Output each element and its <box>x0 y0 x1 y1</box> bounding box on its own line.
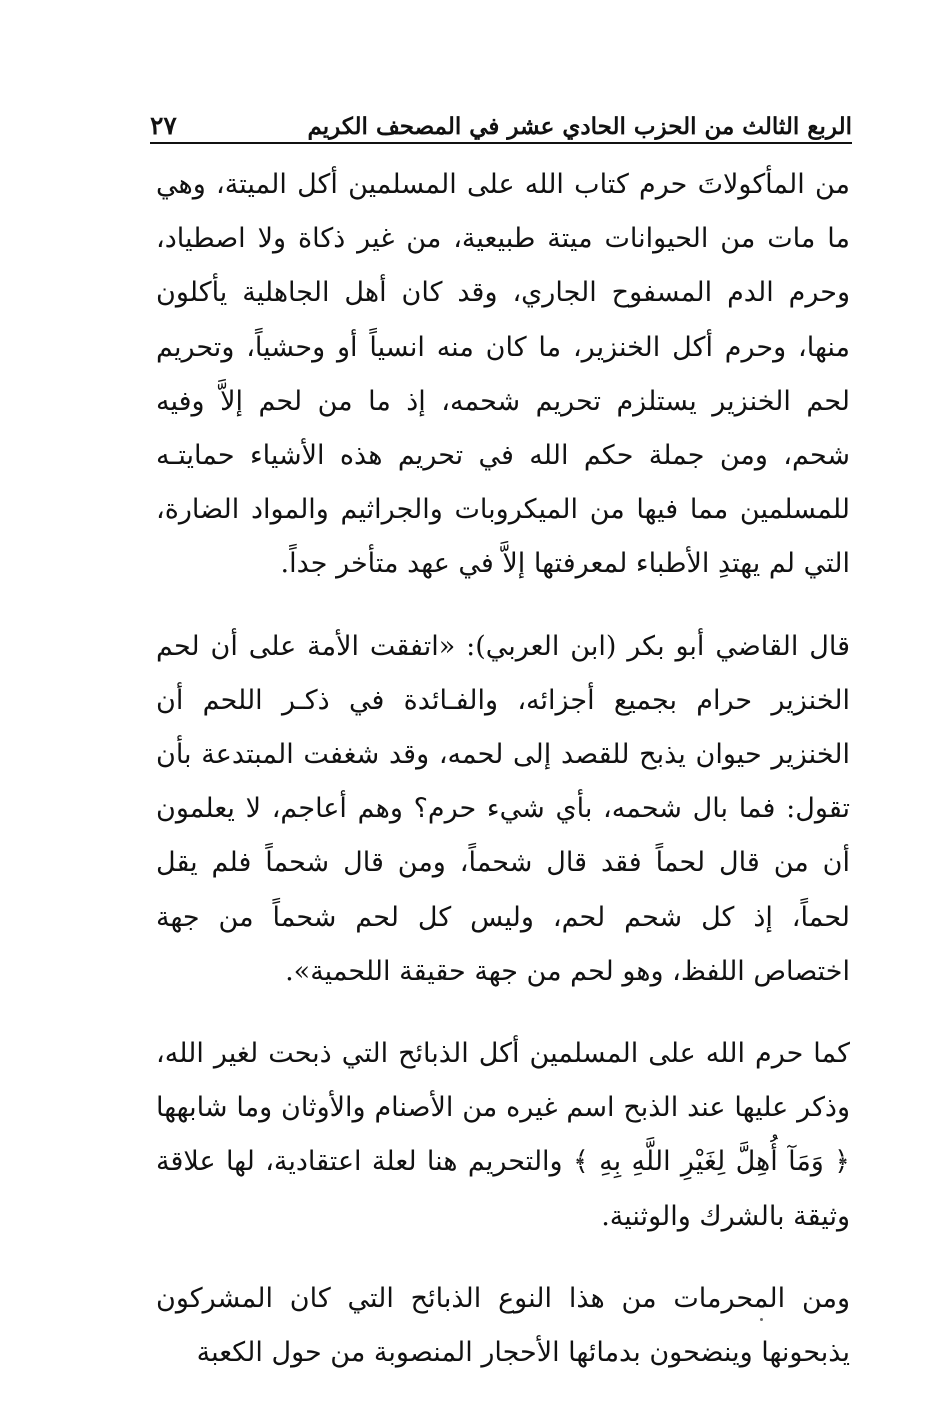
scan-speck <box>760 1318 763 1321</box>
body-text <box>156 158 850 1380</box>
header-rule <box>150 142 852 144</box>
header-title: الربع الثالث من الحزب الحادي عشر في المصحف الكريم <box>307 113 852 140</box>
running-header <box>150 96 852 140</box>
paragraph-4: ومن المحرمات من هذا النوع الذبائح التي كان المشركون يذبحونها وينضحون بدمائها الأحجار المنصوبة من حول الكعبة <box>156 1282 850 1369</box>
paragraph-1: من المأكولاتَ حرم كتاب الله على المسلمين أكل الميتة، وهي ما مات من الحيوانات ميتة طبيعية، من غير ذكاة ولا اصطياد، وحرم الدم المسفوح الجاري، وقد كان أهل الجاهلية يأكلون منها، وحرم أكل الخنزير، ما كان منه انسياً أو وحشياً، وتحريم لحم الخنزير يستلزم تحريم شحمه، إذ ما من لحم إلاَّ وفيه شحم، ومن جملة حكم الله في تحريم هذه الأشياء حمايتـه للمسلمين مما فيها من الميكروبات والجراثيم والمواد الضارة، التي لم يهتدِ الأطباء لمعرفتها إلاَّ في عهد متأخر جداً. <box>156 169 850 580</box>
page-number: ٢٧ <box>150 111 177 140</box>
paragraph-2: قال القاضي أبو بكر (ابن العربي): «اتفقت الأمة على أن لحم الخنزير حرام بجميع أجزائه، والفـائدة في ذكـر اللحم أن الخنزير حيوان يذبح للقصد إلى لحمه، وقد شغفت المبتدعة بأن تقول: فما بال شحمه، بأي شيء حرم؟ وهم أعاجم، لا يعلمون أن من قال لحماً فقد قال شحماً، ومن قال شحماً فلم يقل لحماً، إذ كل شحم لحم، وليس كل لحم شحماً من جهة اختصاص اللفظ، وهو لحم من جهة حقيقة اللحمية». <box>156 630 850 987</box>
paragraph-3: كما حرم الله على المسلمين أكل الذبائح التي ذبحت لغير الله، وذكر عليها عند الذبح اسم غيره من الأصنام والأوثان وما شابهها ﴿ وَمَآ أُهِلَّ لِغَيْرِ اللَّهِ بِهِ ﴾ والتحريم هنا لعلة اعتقادية، لها علاقة وثيقة بالشرك والوثنية. <box>156 1038 850 1232</box>
